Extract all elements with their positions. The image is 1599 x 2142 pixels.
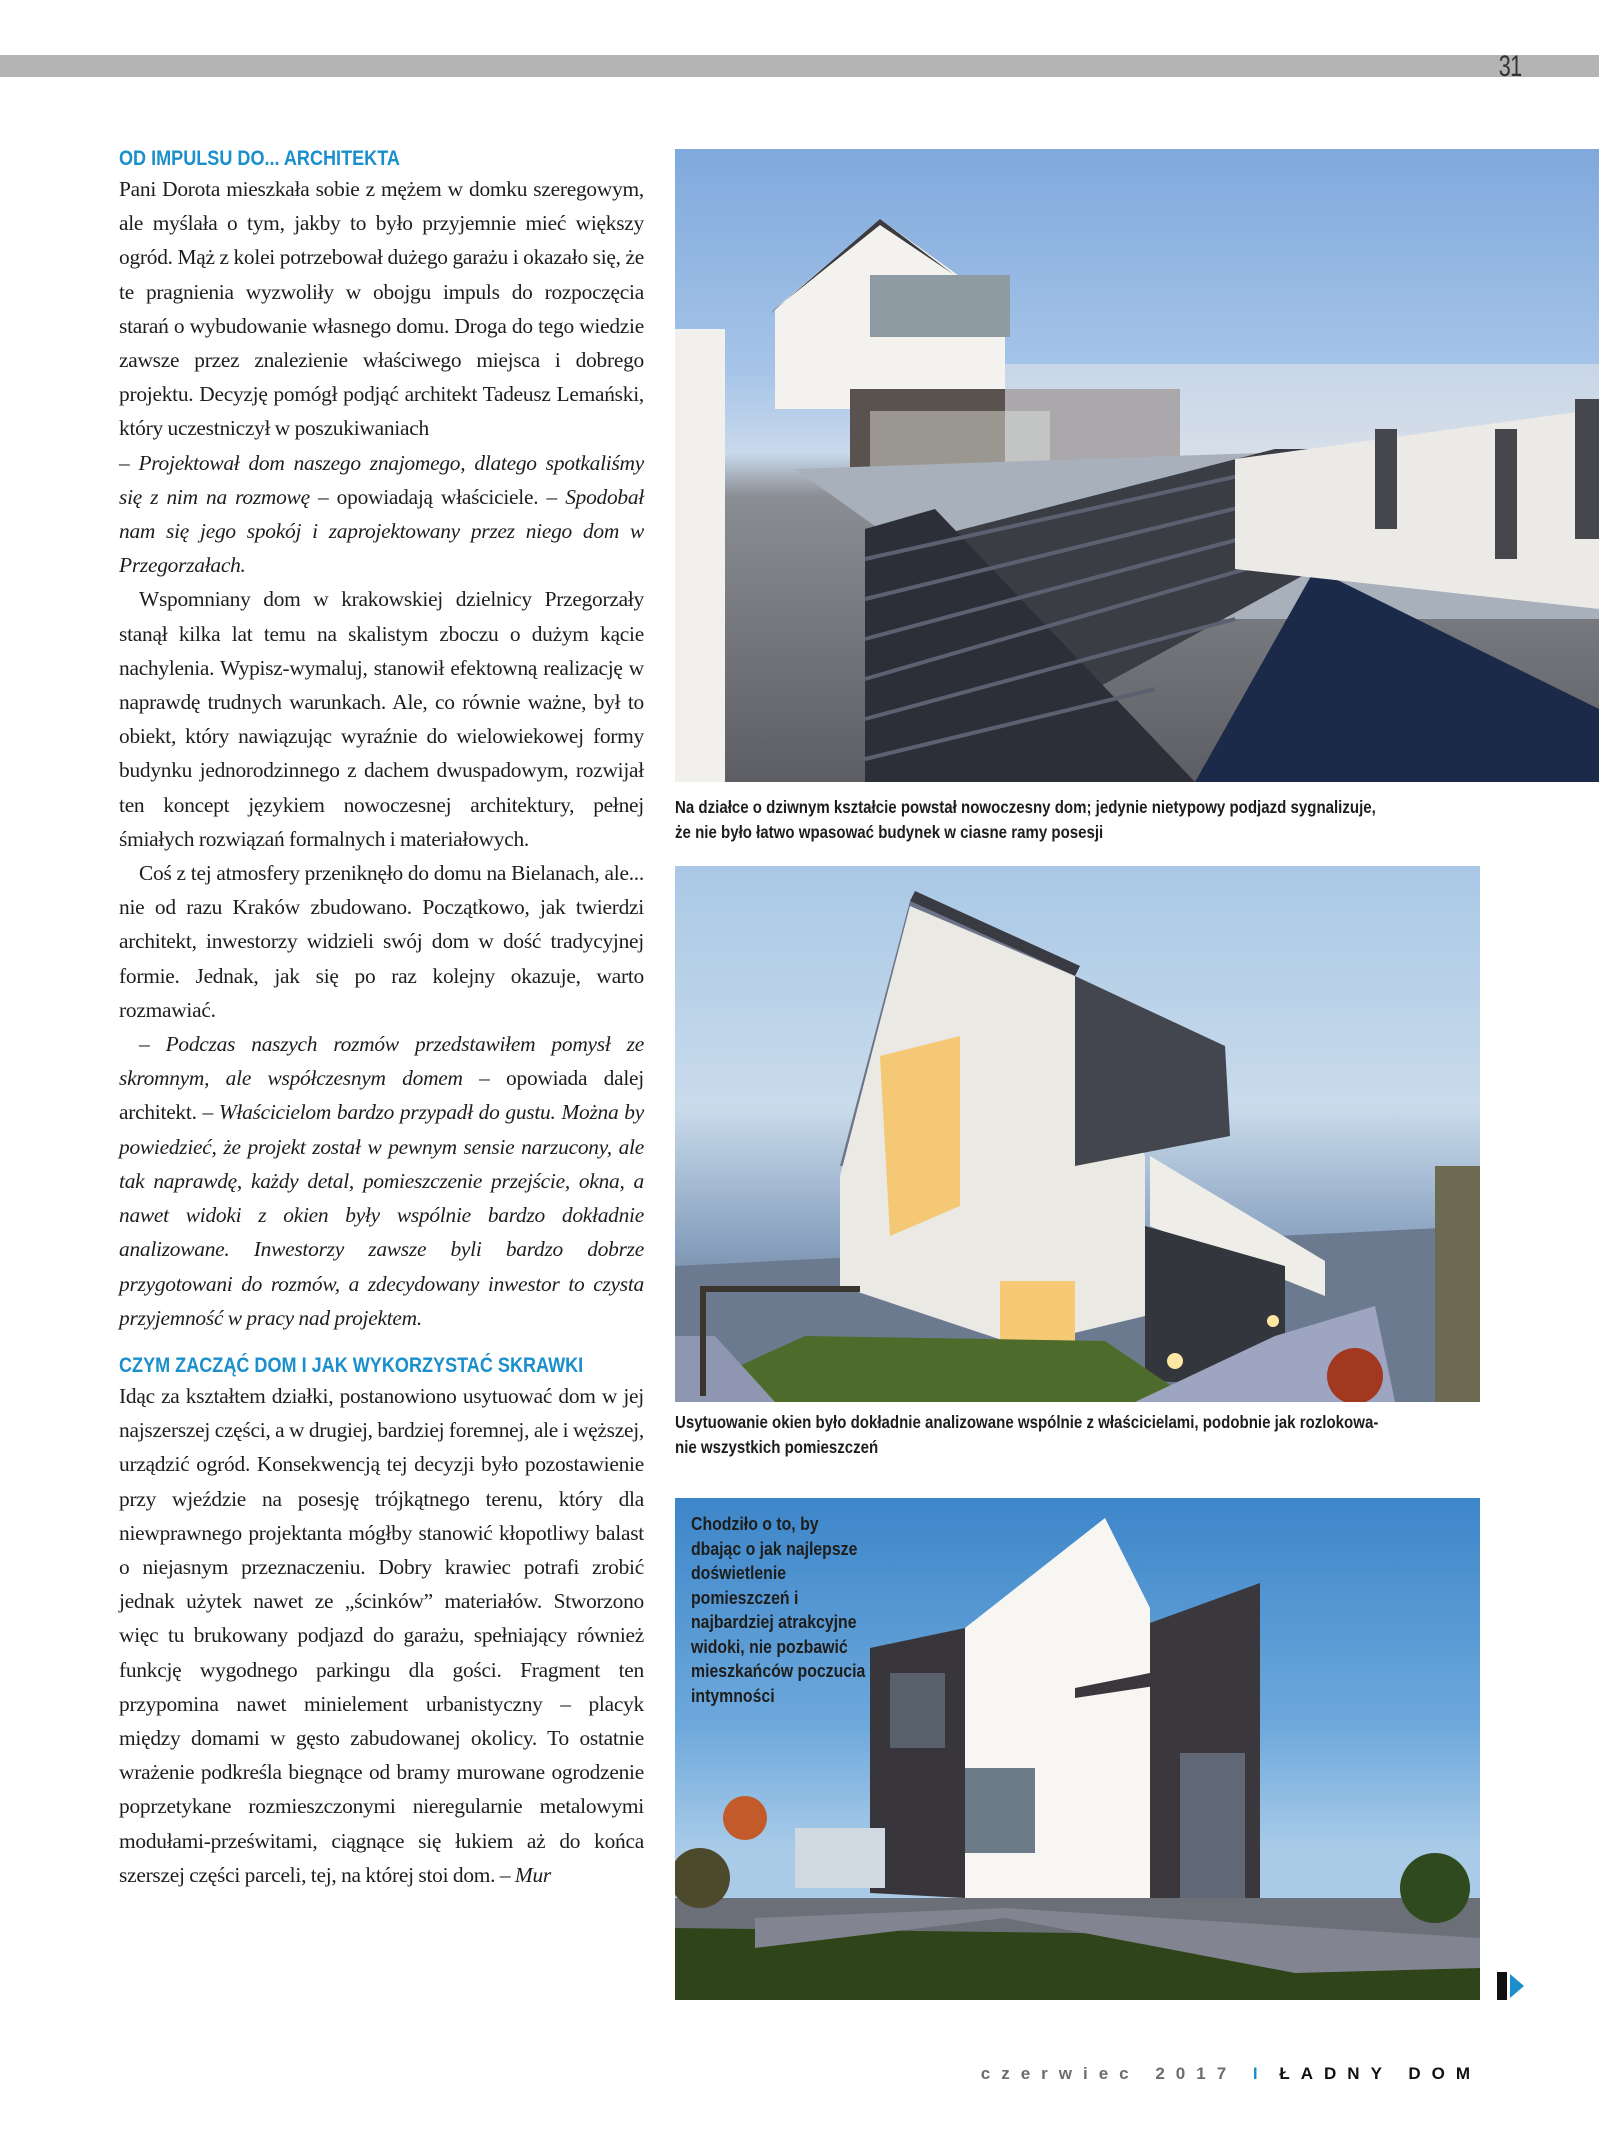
paragraph-text: Idąc za kształtem działki, postanowiono usytuować dom w jej najszerszej części, a w drugiej, bardziej foremnej, ale i węższej, urządzić ogród. Konsekwencją tej decyzji było pozostawienie przy wjeździe na posesję trójkątnego terenu, który dla niewprawnego projektanta mógłby stanowić kłopotliwy balast o niejasnym przeznaczeniu. Dobry krawiec potrafi zrobić jednak użytek nawet ze „ścinków” materiałów. Stworzono więc tu brukowany podjazd do garażu, spełniający również funkcję wygodnego parkingu dla gości. Fragment ten przypomina nawet minielement urbanistyczny – placyk między domami w gęsto zabudowanej okolicy. To ostatnie wrażenie podkreśla biegnące od bramy murowane ogrodzenie poprzetykane rozmieszczonymi nieregularnie metalowymi modułami-prześwitami, ciągnące się łukiem aż do końca szerszej części parceli, tej, na której stoi dom. bbox=[119, 1383, 644, 1887]
article-column bbox=[119, 146, 644, 1892]
caption-line: nie wszystkich pomieszczeń bbox=[675, 1437, 879, 1457]
paragraph: Wspomniany dom w krakowskiej dzielnicy Przegorzały stanął kilka lat temu na skalistym zboczu o dużym kącie nachylenia. Wypisz-wymaluj, stanowił efektowną realizację w naprawdę trudnych warunkach. Ale, co równie ważne, był to obiekt, który nawiązując wyraźnie do wielowiekowej formy budynku jednorodzinnego z dachem dwuspadowym, rozwijał ten koncept językiem nowoczesnej architektury, pełnej śmiałych rozwiązań formalnych i materiałowych. bbox=[119, 587, 644, 851]
paragraph bbox=[119, 1379, 644, 1892]
continue-bar bbox=[1497, 1972, 1507, 2000]
continued-text: – Mur bbox=[499, 1862, 551, 1887]
photo-house-driveway bbox=[675, 149, 1599, 782]
paragraph: Pani Dorota mieszkała sobie z mężem w domku szeregowym, ale myślała o tym, jakby to było przyjemnie mieć większy ogród. Mąż z kolei potrzebował dużego garażu i okazało się, że te pragnienia wyzwoliły w obojgu impuls do rozpoczęcia starań o wybudowanie własnego domu. Droga do tego wiedzie zawsze przez znalezienie właściwego miejsca i dobrego projektu. Decyzję pomógł podjąć architekt Tadeusz Lemański, który uczestniczył w poszukiwaniach bbox=[119, 177, 644, 441]
photo1-caption bbox=[675, 795, 1376, 845]
attribution-text: – opowiada dalej architekt. bbox=[119, 1066, 644, 1125]
photo-house-dusk bbox=[675, 866, 1480, 1402]
footer-separator: I bbox=[1252, 2064, 1264, 2083]
photo-house-driveway-illustration bbox=[675, 149, 1599, 782]
quote-text: – Podczas naszych rozmów przedstawiłem pomysł ze skromnym, ale współczesnym domem bbox=[119, 1032, 644, 1091]
paragraph-quote bbox=[119, 446, 644, 583]
photo3-overlay-caption: Chodziło o to, by dbając o jak najlepsze doświetlenie pomieszczeń i najbardziej atrakcyjne widoki, nie pozbawić mieszkańców poczucia intymności bbox=[691, 1514, 866, 1706]
footer bbox=[981, 2064, 1481, 2084]
header-bar bbox=[0, 55, 1599, 77]
photo-house-dusk-illustration bbox=[675, 866, 1480, 1402]
continue-arrow-icon bbox=[1497, 1972, 1527, 2000]
quote-text: – Projektował dom naszego znajomego, dlatego spotkaliśmy się z nim na rozmowę bbox=[119, 450, 644, 509]
quote-text: – Spodobał nam się jego spokój i zaprojektowany przez niego dom w Przegorzałach. bbox=[119, 484, 645, 578]
caption-line: że nie było łatwo wpasować budynek w ciasne ramy posesji bbox=[675, 822, 1104, 842]
footer-issue-date: czerwiec 2017 bbox=[980, 2064, 1238, 2083]
section-heading-scraps: CZYM ZACZĄĆ DOM I JAK WYKORZYSTAĆ SKRAWKI bbox=[119, 1353, 584, 1377]
continue-triangle bbox=[1510, 1974, 1524, 1998]
attribution-text: – opowiadają właściciele. bbox=[309, 484, 547, 509]
paragraph: Coś z tej atmosfery przeniknęło do domu na Bielanach, ale... nie od razu Kraków zbudowano. Początkowo, jak twierdzi architekt, inwestorzy widzieli swój dom w dość tradycyjnej formie. Jednak, jak się po raz kolejny okazuje, warto rozmawiać. bbox=[119, 861, 644, 1022]
caption-line: Usytuowanie okien było dokładnie analizowane wspólnie z właścicielami, podobnie jak rozlokowa- bbox=[675, 1412, 1379, 1432]
photo2-caption bbox=[675, 1410, 1378, 1460]
section-heading-architect: OD IMPULSU DO... ARCHITEKTA bbox=[119, 147, 400, 170]
footer-magazine-name: ŁADNY DOM bbox=[1279, 2064, 1481, 2083]
paragraph-quote bbox=[119, 1027, 644, 1335]
quote-text: – Właścicielom bardzo przypadł do gustu. Można by powiedzieć, że projekt został w pewnym sensie narzucony, ale tak naprawdę, każdy detal, pomieszczenie przejście, okna, a nawet widoki z okien były wspólnie bardzo dokładnie analizowane. Inwestorzy zawsze byli bardzo dobrze przygotowani do rozmów, a zdecydowany inwestor to czysta przyjemność w pracy nad projektem. bbox=[119, 1100, 644, 1330]
page-number: 31 bbox=[1498, 50, 1521, 83]
caption-line: Na działce o dziwnym kształcie powstał nowoczesny dom; jedynie nietypowy podjazd sygnalizuje, bbox=[675, 797, 1376, 817]
